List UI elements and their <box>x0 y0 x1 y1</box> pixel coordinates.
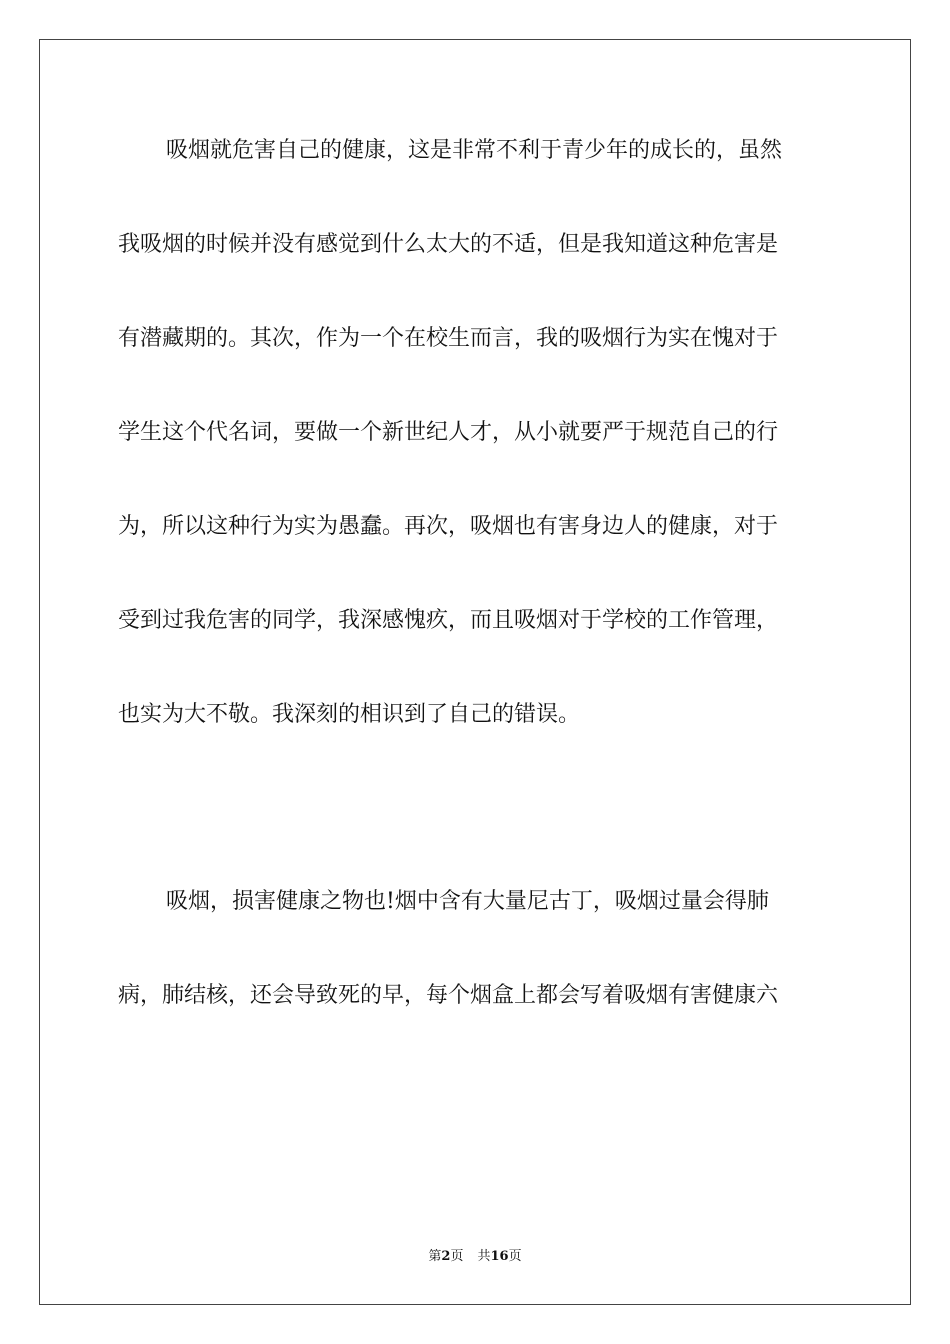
paragraph-line: 吸烟，损害健康之物也!烟中含有大量尼古丁，吸烟过量会得肺 <box>166 889 769 914</box>
paragraph-line: 也实为大不敬。我深刻的相识到了自己的错误。 <box>118 702 581 727</box>
paragraph-line: 病，肺结核，还会导致死的早，每个烟盒上都会写着吸烟有害健康六 <box>118 983 779 1008</box>
total-pages: 16 <box>490 1249 509 1264</box>
paragraph-2 <box>118 866 834 1054</box>
total-suffix: 页 <box>508 1249 522 1264</box>
paragraph-line: 吸烟就危害自己的健康，这是非常不利于青少年的成长的，虽然 <box>166 138 783 163</box>
paragraph-1 <box>118 115 834 773</box>
page-number: 2 <box>441 1249 451 1264</box>
total-prefix: 共 <box>477 1249 491 1264</box>
page-prefix: 第 <box>428 1249 442 1264</box>
paragraph-line: 受到过我危害的同学，我深感愧疚，而且吸烟对于学校的工作管理， <box>118 608 779 633</box>
paragraph-line: 我吸烟的时候并没有感觉到什么太大的不适，但是我知道这种危害是 <box>118 232 779 257</box>
paragraph-line: 为，所以这种行为实为愚蠢。再次，吸烟也有害身边人的健康，对于 <box>118 514 779 539</box>
page-footer <box>0 1249 950 1265</box>
document-body <box>118 115 834 1054</box>
page-suffix: 页 <box>450 1249 464 1264</box>
paragraph-line: 有潜藏期的。其次，作为一个在校生而言，我的吸烟行为实在愧对于 <box>118 326 779 351</box>
paragraph-line: 学生这个代名词，要做一个新世纪人才，从小就要严于规范自己的行 <box>118 420 779 445</box>
